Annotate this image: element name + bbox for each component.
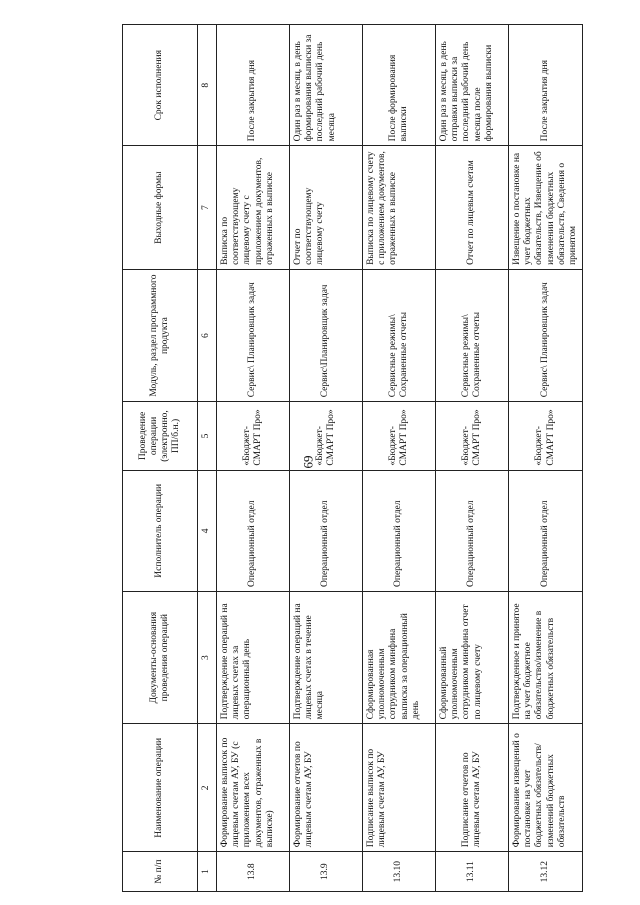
column-index: 8 — [198, 25, 217, 146]
operation-name: Формирование извещений о постановке на учет бюджетных обязательств/изменений бюджетных обязательств — [509, 724, 583, 852]
column-index: 3 — [198, 591, 217, 723]
operation-name: Подписание отчетов по лицевым счетам АУ, БУ — [436, 724, 509, 852]
operation-documents: Сформированный уполномоченным сотрудником минфина отчет по лицевому счету — [436, 591, 509, 723]
operation-output: Выписка по лицевому счету с приложением документов, отраженных в выписке — [363, 146, 436, 270]
operation-output: Отчет по лицевым счетам — [436, 146, 509, 270]
table-row — [509, 25, 583, 892]
operation-module: Сервис\Планировщик задач — [290, 269, 363, 401]
operation-name: Формирование выписок по лицевым счетам АУ, БУ (с приложением всех документов, отраженных в выписке) — [217, 724, 290, 852]
header-output: Выходные формы — [123, 146, 198, 270]
operation-executor: Операционный отдел — [436, 470, 509, 591]
operation-executor: Операционный отдел — [509, 470, 583, 591]
header-executor: Исполнитель операции — [123, 470, 198, 591]
operation-executor: Операционный отдел — [290, 470, 363, 591]
table-row — [436, 25, 509, 892]
header-deadline: Срок исполнения — [123, 25, 198, 146]
operation-output: Извещение о постановке на учет бюджетных обязательств, Извещение об изменении бюджетных обязательств, Сведения о принятом — [509, 146, 583, 270]
operation-output: Выписка по соответствующему лицевому счету с приложением документов, отраженных в выписке — [217, 146, 290, 270]
operation-mode: «Бюджет-СМАРТ Про» — [217, 402, 290, 470]
operations-table — [122, 24, 583, 892]
operation-module: Сервисные режимы\ Сохраненные отчеты — [436, 269, 509, 401]
column-index: 5 — [198, 402, 217, 470]
operation-mode: «Бюджет-СМАРТ Про» — [290, 402, 363, 470]
table-row — [290, 25, 363, 892]
table-row — [363, 25, 436, 892]
operation-deadline: После закрытия дня — [509, 25, 583, 146]
column-index-row — [198, 25, 217, 892]
header-mode: Проведение операции (электронно, ПП/б.н.) — [123, 402, 198, 470]
operation-executor: Операционный отдел — [217, 470, 290, 591]
row-number: 13.9 — [290, 852, 363, 892]
operation-mode: «Бюджет-СМАРТ Про» — [436, 402, 509, 470]
operation-output: Отчет по соответствующему лицевому счету — [290, 146, 363, 270]
operations-table-container — [122, 24, 622, 892]
operation-name: Формирование отчетов по лицевым счетам АУ, БУ — [290, 724, 363, 852]
column-index: 4 — [198, 470, 217, 591]
operation-documents: Подтвержденное и принятое на учет бюджетное обязательство/изменение в бюджетных обязательств — [509, 591, 583, 723]
table-row — [217, 25, 290, 892]
operation-mode: «Бюджет-СМАРТ Про» — [363, 402, 436, 470]
row-number: 13.12 — [509, 852, 583, 892]
operation-deadline: Один раз в месяц, в день отправки выписки за последний рабочий день месяца после формирования выписки — [436, 25, 509, 146]
page-number-text: 69 — [300, 455, 316, 469]
column-index: 1 — [198, 852, 217, 892]
row-number: 13.11 — [436, 852, 509, 892]
header-documents: Документы-основания проведения операций — [123, 591, 198, 723]
row-number: 13.8 — [217, 852, 290, 892]
operation-deadline: Один раз в месяц, в день формирования выписки за последний рабочий день месяца — [290, 25, 363, 146]
row-number: 13.10 — [363, 852, 436, 892]
operation-module: Сервис\ Планировщик задач — [217, 269, 290, 401]
header-module: Модуль, раздел программного продукта — [123, 269, 198, 401]
table-header-row — [123, 25, 198, 892]
column-index: 6 — [198, 269, 217, 401]
operation-mode: «Бюджет-СМАРТ Про» — [509, 402, 583, 470]
operation-module: Сервис\ Планировщик задач — [509, 269, 583, 401]
header-num: № п/п — [123, 852, 198, 892]
operation-deadline: После закрытия дня — [217, 25, 290, 146]
operation-executor: Операционный отдел — [363, 470, 436, 591]
operation-module: Сервисные режимы\ Сохраненные отчеты — [363, 269, 436, 401]
operation-documents: Подтверждение операций на лицевых счетах за операционный день — [217, 591, 290, 723]
header-operation-name: Наименование операции — [123, 724, 198, 852]
operation-documents: Подтверждение операций на лицевых счетах в течение месяца — [290, 591, 363, 723]
operation-name: Подписание выписок по лицевым счетам АУ, БУ — [363, 724, 436, 852]
operation-deadline: После формирования выписки — [363, 25, 436, 146]
operation-documents: Сформированная уполномоченным сотрудником минфина выписка за операционный день — [363, 591, 436, 723]
column-index: 2 — [198, 724, 217, 852]
column-index: 7 — [198, 146, 217, 270]
